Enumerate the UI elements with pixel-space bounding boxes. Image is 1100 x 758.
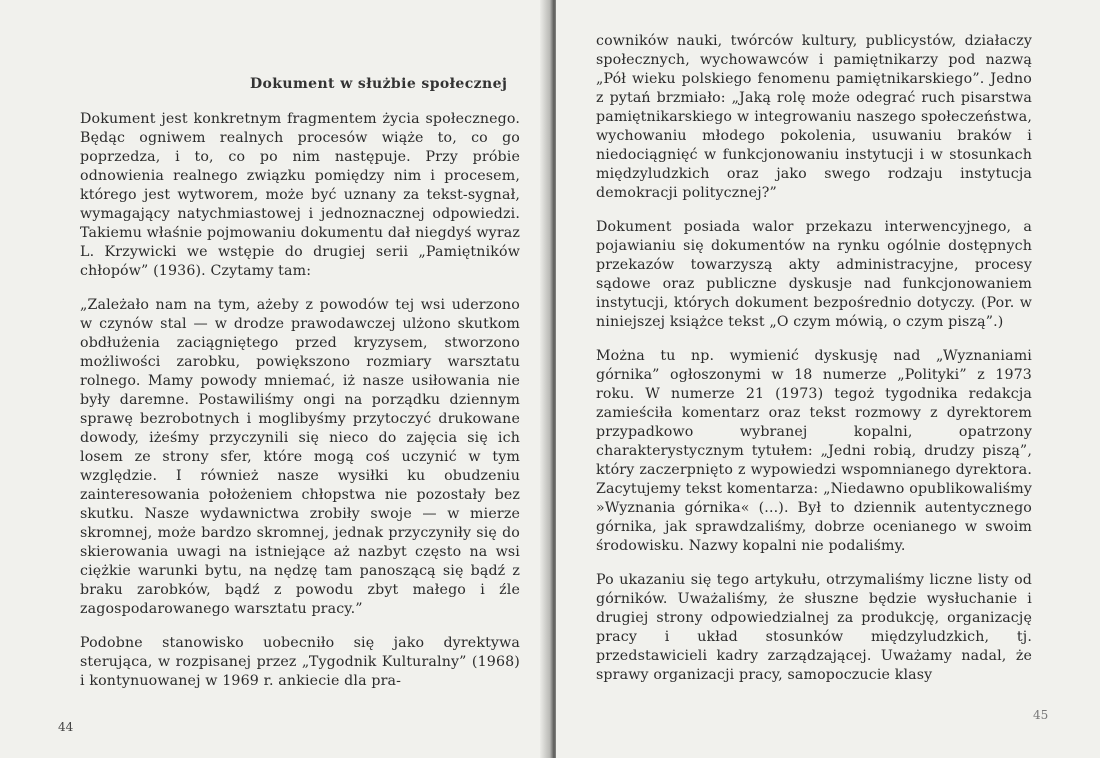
paragraph: Dokument jest konkretnym fragmentem życia społecznego. Będąc ogniwem realnych procesów wiąże to, co go poprzedza, i to, co po nim następuje. Przy próbie odnowienia realnego związku pomiędzy nim i procesem, którego jest wytworem, może być uznany za tekst-sygnał, wymagający natychmiastowej i jednoznacznej odpowiedzi. Takiemu właśnie pojmowaniu dokumentu dał niegdyś wyraz L. Krzywicki we wstępie do drugiej serii „Pamiętników chłopów” (1936). Czytamy tam: [80,111,520,279]
paragraph: cowników nauki, twórców kultury, publicystów, działaczy społecznych, wychowawców i pamiętnikarzy pod nazwą „Pół wieku polskiego fenomenu pamiętnikarskiego”. Jedno z pytań brzmiało: „Jaką rolę może odegrać ruch pisarstwa pamiętnikarskiego w integrowaniu naszego społeczeństwa, wychowaniu młodego pokolenia, usuwaniu braków i niedociągnięć w funkcjonowaniu instytucji i w stosunkach międzyludzkich oraz jako swego rodzaju instytucja demokracji politycznej?” [596,33,1032,201]
left-text-column [80,110,520,691]
paragraph: Po ukazaniu się tego artykułu, otrzymaliśmy liczne listy od górników. Uważaliśmy, że słuszne będzie wysłuchanie i drugiej strony odpowiedzialnej za produkcję, organizację pracy i układ stosunków międzyludzkich, tj. przedstawicieli kadry zarządzającej. Uważamy nadal, że sprawy organizacji pracy, samopoczucie klasy [596,572,1032,683]
page-number-left: 44 [58,720,74,734]
paragraph: Dokument posiada walor przekazu interwencyjnego, a pojawianiu się dokumentów na rynku ogólnie dostępnych przekazów towarzyszą akty administracyjne, procesy sądowe oraz publiczne dyskusje nad funkcjonowaniem instytucji, których dokument bezpośrednio dotyczy. (Por. w niniejszej książce tekst „O czym mówią, o czym piszą”.) [596,219,1032,330]
paragraph: Podobne stanowisko uobecniło się jako dyrektywa sterująca, w rozpisanej przez „Tygodnik Kulturalny” (1968) i kontynuowanej w 1969 r. ankiecie dla pra- [80,635,520,689]
section-heading: Dokument w służbie społecznej [250,76,508,92]
quote-paragraph: „Zależało nam na tym, ażeby z powodów tej wsi uderzono w czynów stal — w drodze prawodawczej ulżono skutkom obdłużenia zaciągniętego przed kryzysem, stworzono możliwości zarobku, powiększono rozmiary warsztatu rolnego. Mamy powody mniemać, iż nasze usiłowania nie były daremne. Postawiliśmy ongi na porządku dziennym sprawę bezrobotnych i moglibyśmy przytoczyć drukowane dowody, iżeśmy przyczynili się nieco do zajęcia się ich losem ze strony sfer, które mogą coś uczynić w tym względzie. I również nasze wysiłki ku obudzeniu zainteresowania położeniem chłopstwa nie pozostały bez skutku. Nasze wydawnictwa zrobiły swoje — w mierze skromnej, może bardzo skromnej, jednak przyczyniły się do skierowania uwagi na istniejące aż nazbyt często na wsi ciężkie warunki bytu, na nędzę tam panoszącą się bądź z braku zarobków, bądź z powodu zbyt małego i źle zagospodarowanego warsztatu pracy.” [80,297,520,617]
page-number-right: 45 [1033,708,1049,722]
paragraph: Można tu np. wymienić dyskusję nad „Wyznaniami górnika” ogłoszonymi w 18 numerze „Polityki” z 1973 roku. W numerze 21 (1973) tegoż tygodnika redakcja zamieściła komentarz oraz tekst rozmowy z dyrektorem przypadkowo wybranej kopalni, opatrzony charakterystycznym tytułem: „Jedni robią, drudzy piszą”, który zaczerpnięto z wypowiedzi wspomnianego dyrektora. Zacytujemy tekst komentarza: „Niedawno opublikowaliśmy »Wyznania górnika« (...). Był to dziennik autentycznego górnika, jak sprawdzaliśmy, dobrze ocenianego w swoim środowisku. Nazwy kopalni nie podaliśmy. [596,348,1032,554]
right-text-column [596,32,1032,685]
